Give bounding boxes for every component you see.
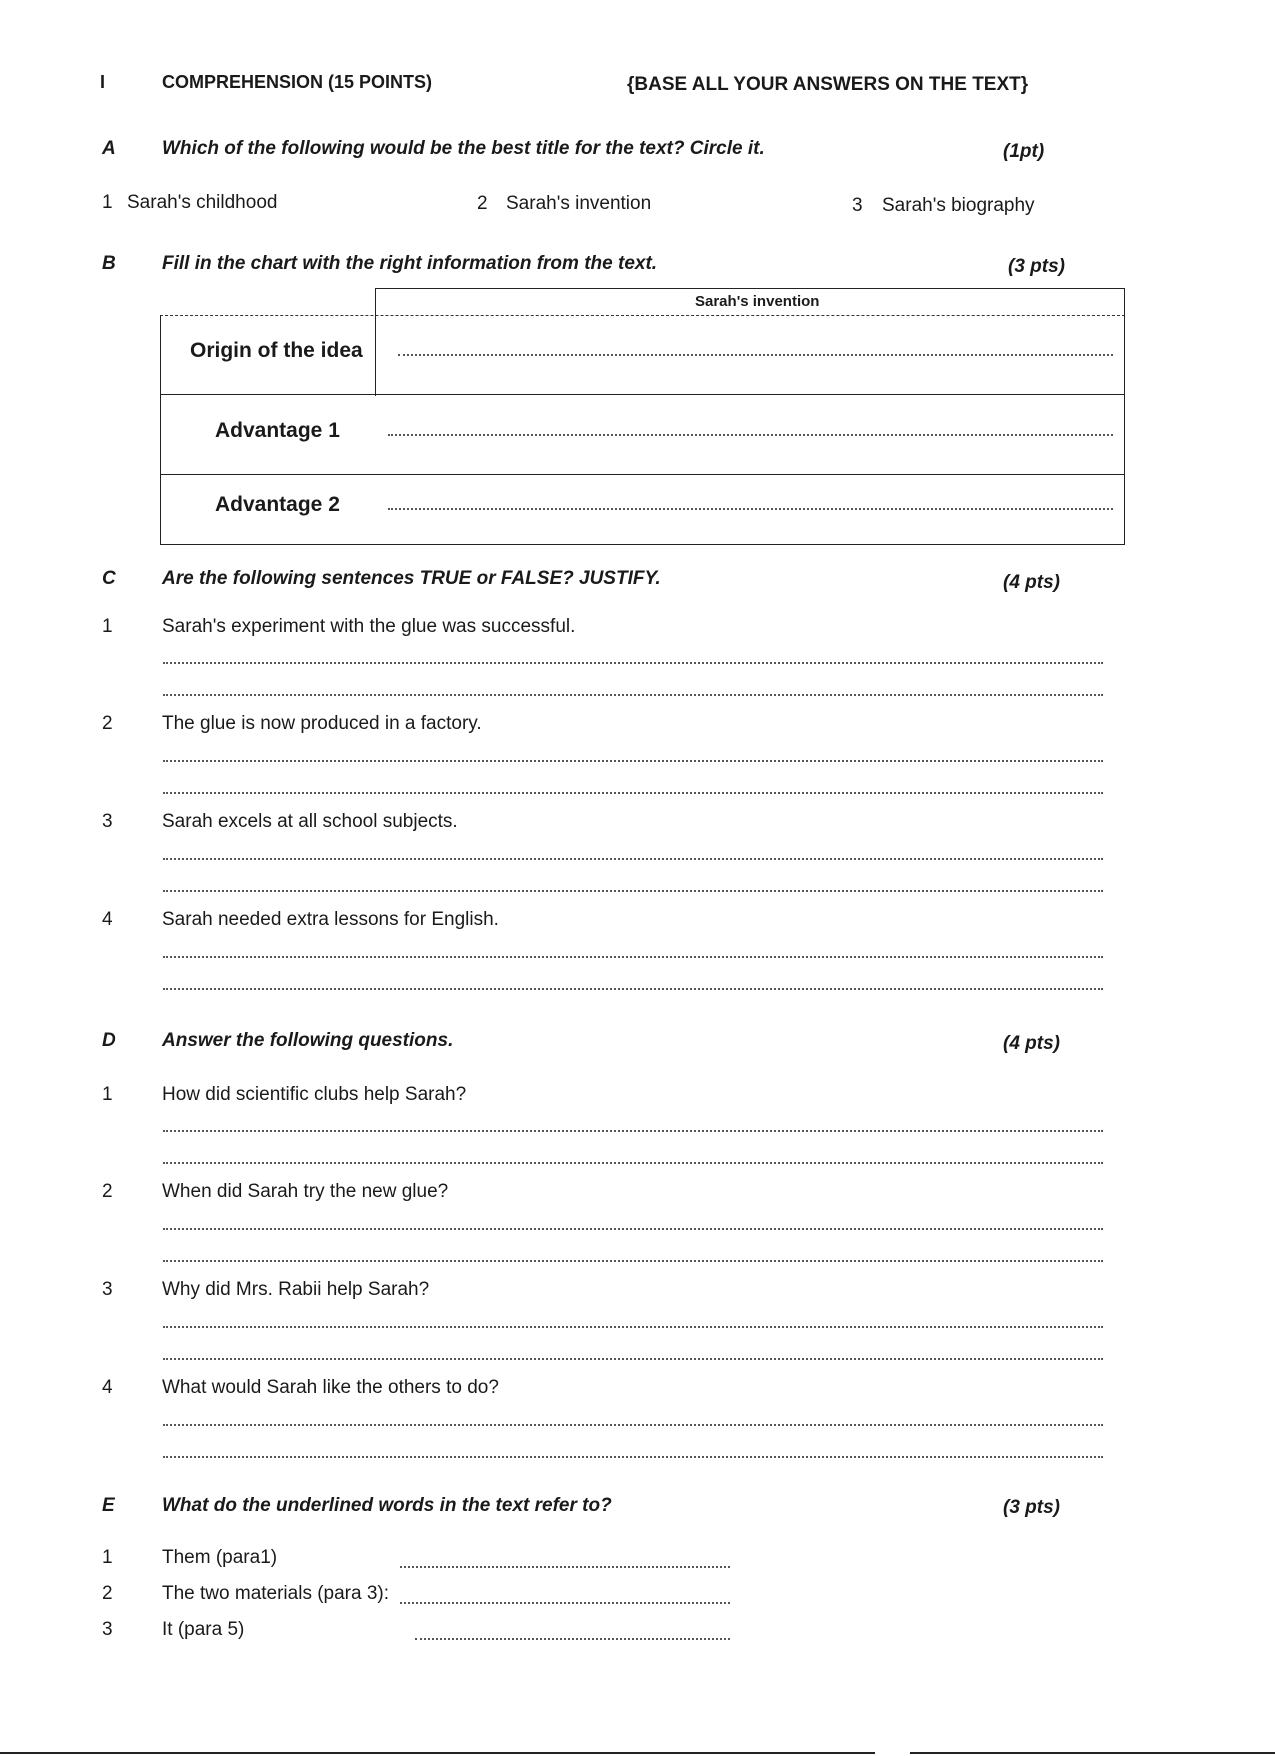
c-item-3-answer-line[interactable]: [163, 858, 1103, 860]
chart-row-label-origin: Origin of the idea: [190, 339, 363, 362]
part-c-letter: C: [102, 568, 116, 589]
c-item-3-num: 3: [102, 811, 113, 832]
page-bottom-rule-right: [910, 1752, 1275, 1754]
e-item-1-text: Them (para1): [162, 1547, 278, 1568]
e-item-2-num: 2: [102, 1583, 113, 1604]
chart-answer-advantage-1[interactable]: [388, 434, 1113, 436]
part-a-question: Which of the following would be the best title for the text? Circle it.: [162, 138, 765, 159]
page-bottom-rule: [0, 1752, 875, 1754]
d-item-4-num: 4: [102, 1377, 113, 1398]
d-item-3-num: 3: [102, 1279, 113, 1300]
part-e-letter: E: [102, 1495, 115, 1516]
d-item-3-text: Why did Mrs. Rabii help Sarah?: [162, 1279, 430, 1300]
part-d-letter: D: [102, 1030, 116, 1051]
section-number: I: [100, 72, 106, 92]
part-d-points: (4 pts): [1003, 1033, 1060, 1054]
part-e-question: What do the underlined words in the text refer to?: [162, 1495, 612, 1516]
e-item-3-num: 3: [102, 1619, 113, 1640]
d-item-3-answer-line[interactable]: [163, 1326, 1103, 1328]
c-item-4-text: Sarah needed extra lessons for English.: [162, 909, 499, 930]
option-2-label[interactable]: Sarah's invention: [506, 193, 652, 214]
c-item-2-text: The glue is now produced in a factory.: [162, 713, 482, 734]
d-item-1-text: How did scientific clubs help Sarah?: [162, 1084, 467, 1105]
part-e-points: (3 pts): [1003, 1497, 1060, 1518]
e-item-1-answer-line[interactable]: [400, 1566, 730, 1568]
c-item-1-answer-line[interactable]: [163, 662, 1103, 664]
part-a-letter: A: [102, 138, 116, 159]
e-item-3-answer-line[interactable]: [415, 1638, 730, 1640]
c-item-4-num: 4: [102, 909, 113, 930]
c-item-4-answer-line[interactable]: [163, 956, 1103, 958]
part-a-points: (1pt): [1003, 141, 1045, 162]
c-item-1-text: Sarah's experiment with the glue was successful.: [162, 616, 576, 637]
invention-chart: [160, 288, 1125, 546]
chart-row-label-advantage-2: Advantage 2: [215, 493, 340, 516]
option-2-num: 2: [477, 193, 488, 214]
d-item-1-answer-line[interactable]: [163, 1130, 1103, 1132]
section-instruction: {BASE ALL YOUR ANSWERS ON THE TEXT}: [627, 74, 1029, 95]
d-item-4-text: What would Sarah like the others to do?: [162, 1377, 499, 1398]
c-item-3-answer-line[interactable]: [163, 890, 1103, 892]
c-item-2-num: 2: [102, 713, 113, 734]
option-1-label[interactable]: Sarah's childhood: [127, 192, 278, 213]
chart-answer-advantage-2[interactable]: [388, 508, 1113, 510]
c-item-4-answer-line[interactable]: [163, 988, 1103, 990]
c-item-2-answer-line[interactable]: [163, 760, 1103, 762]
d-item-1-answer-line[interactable]: [163, 1162, 1103, 1164]
chart-column-divider: [375, 288, 376, 396]
option-3-label[interactable]: Sarah's biography: [882, 195, 1035, 216]
d-item-2-answer-line[interactable]: [163, 1260, 1103, 1262]
e-item-2-answer-line[interactable]: [400, 1602, 730, 1604]
chart-header: Sarah's invention: [695, 293, 820, 310]
e-item-2-text: The two materials (para 3):: [162, 1583, 390, 1604]
part-c-question: Are the following sentences TRUE or FALSE? JUSTIFY.: [162, 568, 661, 589]
part-c-points: (4 pts): [1003, 572, 1060, 593]
e-item-1-num: 1: [102, 1547, 113, 1568]
chart-left-border: [160, 315, 161, 545]
d-item-2-answer-line[interactable]: [163, 1228, 1103, 1230]
e-item-3-text: It (para 5): [162, 1619, 245, 1640]
d-item-1-num: 1: [102, 1084, 113, 1105]
part-b-question: Fill in the chart with the right information from the text.: [162, 253, 658, 274]
c-item-1-answer-line[interactable]: [163, 694, 1103, 696]
chart-answer-origin[interactable]: [398, 354, 1113, 356]
part-b-letter: B: [102, 253, 116, 274]
option-3-num: 3: [852, 195, 863, 216]
d-item-2-text: When did Sarah try the new glue?: [162, 1181, 449, 1202]
chart-right-border: [1124, 288, 1125, 545]
c-item-3-text: Sarah excels at all school subjects.: [162, 811, 458, 832]
d-item-2-num: 2: [102, 1181, 113, 1202]
chart-row-label-advantage-1: Advantage 1: [215, 419, 340, 442]
d-item-4-answer-line[interactable]: [163, 1424, 1103, 1426]
chart-bottom-border: [160, 544, 1125, 545]
chart-top-border: [375, 288, 1125, 289]
c-item-1-num: 1: [102, 616, 113, 637]
part-b-points: (3 pts): [1008, 256, 1065, 277]
d-item-3-answer-line[interactable]: [163, 1358, 1103, 1360]
d-item-4-answer-line[interactable]: [163, 1456, 1103, 1458]
c-item-2-answer-line[interactable]: [163, 792, 1103, 794]
chart-row-line-2: [160, 474, 1125, 475]
part-d-question: Answer the following questions.: [162, 1030, 454, 1051]
chart-header-divider: [160, 315, 1125, 316]
section-title: COMPREHENSION (15 POINTS): [162, 72, 433, 92]
option-1-num: 1: [102, 192, 113, 213]
chart-row-line-1: [160, 394, 1125, 395]
